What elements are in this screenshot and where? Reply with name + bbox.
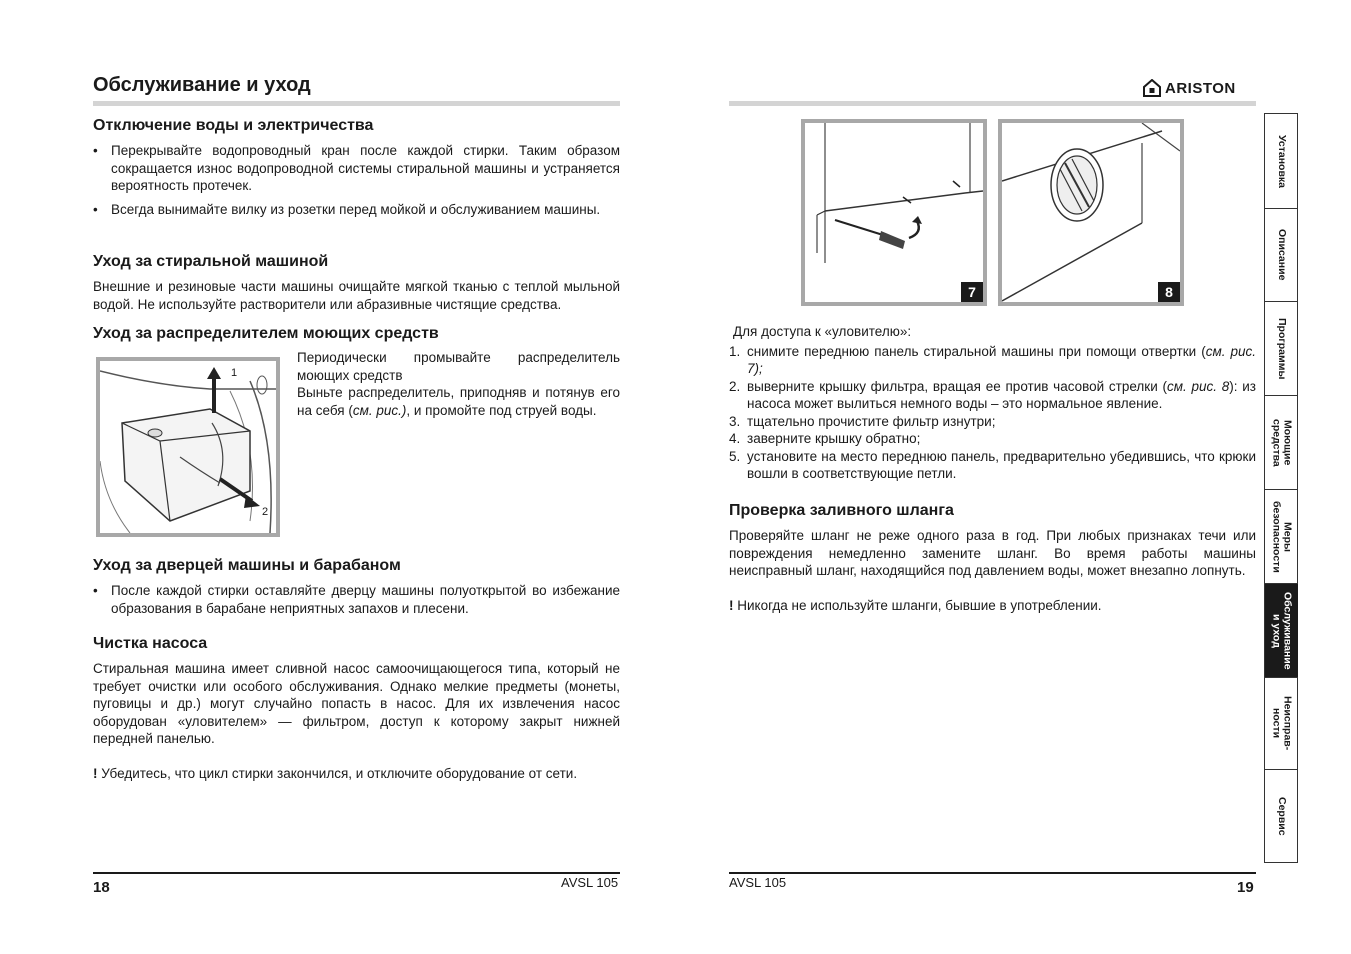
figure-number-badge: 8 bbox=[1158, 282, 1180, 302]
paragraph: Внешние и резиновые части машины очищайте мягкой тканью с теплой мыльной водой. Не используйте растворители или абразивные чистящие средства. bbox=[93, 279, 620, 312]
section-hose bbox=[729, 502, 1256, 614]
paragraph: Выньте распределитель, приподняв и потянув его на себя (см. рис.), и промойте под струей воды. bbox=[297, 385, 620, 418]
tab-troubleshooting[interactable]: Неисправ- ности bbox=[1265, 678, 1298, 770]
house-icon bbox=[1143, 79, 1161, 97]
dispenser-drawing bbox=[100, 361, 276, 533]
figure-7-drawing bbox=[805, 123, 983, 302]
section-heading: Отключение воды и электричества bbox=[93, 117, 374, 134]
dispenser-figure bbox=[96, 357, 280, 537]
title-divider bbox=[729, 101, 1256, 106]
model-label: AVSL 105 bbox=[561, 875, 619, 890]
paragraph: Периодически промывайте распределитель моющих средств bbox=[297, 350, 620, 383]
figure-label-2: 2 bbox=[262, 506, 269, 518]
bullet-item: • После каждой стирки оставляйте дверцу машины полуоткрытой во избежание образования в барабане неприятных запахов и плесени. bbox=[93, 582, 620, 617]
brand-logo bbox=[1143, 78, 1236, 98]
paragraph: Стиральная машина имеет сливной насос самоочищающегося типа, который не требует очистки или особого обслуживания. Однако мелкие предметы (монеты, пуговицы и др.) могут случайно попасть в насос. Для их извлечения насос оборудован «уловителем» — фильтром, доступ к которому закрыт нижней передней панелью. bbox=[93, 661, 620, 746]
page-number: 19 bbox=[1237, 879, 1254, 896]
figure-label-1: 1 bbox=[231, 367, 238, 379]
list-item: 5. установите на место переднюю панель, предварительно убедившись, что крюки вошли в соответствующие петли. bbox=[729, 448, 1256, 481]
bullet-item: • Всегда вынимайте вилку из розетки перед мойкой и обслуживанием машины. bbox=[93, 201, 620, 219]
figure-number-badge: 7 bbox=[961, 282, 983, 302]
section-heading-dispenser: Уход за распределителем моющих средств bbox=[93, 325, 439, 342]
footer-rule bbox=[729, 872, 1256, 874]
figure-7 bbox=[801, 119, 987, 306]
section-heading: Уход за дверцей машины и барабаном bbox=[93, 557, 401, 574]
tab-service[interactable]: Сервис bbox=[1276, 797, 1288, 836]
page-title: Обслуживание и уход bbox=[93, 74, 311, 96]
footer-rule bbox=[93, 872, 620, 874]
tab-installation[interactable]: Установка bbox=[1265, 114, 1298, 209]
list-item: 3. тщательно прочистите фильтр изнутри; bbox=[729, 413, 996, 429]
figure-8-drawing bbox=[1002, 123, 1180, 302]
tab-maintenance[interactable]: Обслуживание и уход bbox=[1265, 584, 1298, 678]
list-item: 1. снимите переднюю панель стиральной машины при помощи отвертки (см. рис. 7); bbox=[729, 343, 1256, 376]
tab-programs[interactable]: Программы bbox=[1265, 302, 1298, 396]
warning-note: ! Убедитесь, что цикл стирки закончился, и отключите оборудование от сети. bbox=[93, 765, 578, 781]
section-door-drum bbox=[93, 557, 620, 617]
dispenser-text bbox=[297, 349, 620, 419]
section-machine-care bbox=[93, 253, 620, 313]
section-heading: Уход за стиральной машиной bbox=[93, 253, 329, 270]
section-heading: Чистка насоса bbox=[93, 635, 208, 652]
filter-instructions bbox=[729, 323, 1256, 483]
list-item: 2. выверните крышку фильтра, вращая ее против часовой стрелки (см. рис. 8): из насоса может вылиться немного воды – это нормальное явление. bbox=[729, 378, 1256, 411]
bullet-item: • Перекрывайте водопроводный кран после каждой стирки. Таким образом сокращается износ водопроводной системы стиральной машины и устраняется вероятность протечек. bbox=[93, 142, 620, 195]
page-number: 18 bbox=[93, 879, 110, 896]
section-heading: Проверка заливного шланга bbox=[729, 502, 954, 519]
tab-safety[interactable]: Меры безопасности bbox=[1265, 490, 1298, 584]
model-label: AVSL 105 bbox=[729, 875, 787, 890]
tab-detergents[interactable]: Моющие средства bbox=[1265, 396, 1298, 490]
brand-name: ARISTON bbox=[1165, 79, 1236, 97]
title-divider bbox=[93, 101, 620, 106]
section-tabs bbox=[1264, 113, 1298, 863]
steps-list bbox=[729, 343, 1256, 483]
tab-description[interactable]: Описание bbox=[1265, 209, 1298, 302]
paragraph: Для доступа к «уловителю»: bbox=[733, 324, 912, 339]
figure-8 bbox=[998, 119, 1184, 306]
list-item: 4. заверните крышку обратно; bbox=[729, 431, 921, 446]
paragraph: Проверяйте шланг не реже одного раза в год. При любых признаках течи или повреждения немедленно замените шланг. Во время работы машины неисправный шланг, находящийся под давлением воды, может внезапно лопнуть. bbox=[729, 528, 1256, 578]
section-water-power bbox=[93, 117, 620, 218]
warning-note: ! Никогда не используйте шланги, бывшие в употреблении. bbox=[729, 597, 1102, 613]
section-pump bbox=[93, 635, 620, 782]
